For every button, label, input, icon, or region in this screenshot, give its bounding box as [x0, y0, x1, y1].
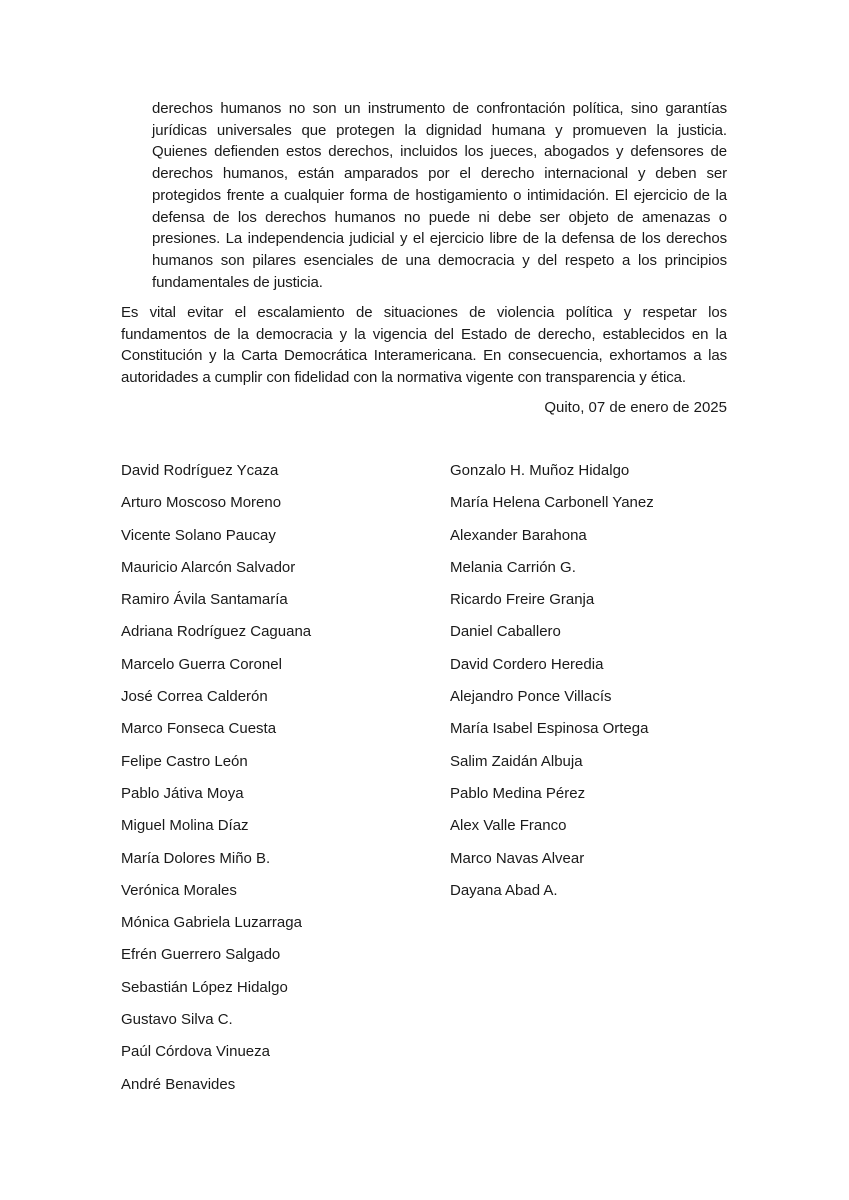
signatory-name: Alex Valle Franco [450, 817, 567, 835]
signatory-name: Marco Navas Alvear [450, 849, 585, 867]
signatory-name: Alexander Barahona [450, 526, 587, 544]
signatory-name: Ramiro Ávila Santamaría [121, 591, 288, 609]
place-date: Quito, 07 de enero de 2025 [544, 399, 727, 416]
signatories-left-column [121, 460, 431, 1106]
signatory-name: María Dolores Miño B. [121, 849, 271, 867]
signatory-name: José Correa Calderón [121, 688, 268, 706]
signatory-name: Pablo Játiva Moya [121, 784, 244, 802]
signatory-name: Alejandro Ponce Villacís [450, 688, 612, 706]
signatory-name: María Isabel Espinosa Ortega [450, 720, 649, 738]
signatory-name: Sebastián López Hidalgo [121, 978, 288, 996]
signatory-name: David Rodríguez Ycaza [121, 462, 279, 479]
quoted-paragraph: derechos humanos no son un instrumento de confrontación política, sino garantías jurídicas universales que protegen la dignidad humana y promueven la justicia. Quienes defienden estos derechos, incluidos los jueces, abogados y defensores de derechos humanos, están amparados por el derecho internacional y deben ser protegidos frente a cualquier forma de hostigamiento o intimidación. El ejercicio de la defensa de los derechos humanos no puede ni debe ser objeto de amenazas o presiones. La independencia judicial y el ejercicio libre de la defensa de los derechos humanos son pilares esenciales de una democracia y del respeto a los principios fundamentales de justicia. [152, 100, 727, 291]
signatory-name: Vicente Solano Paucay [121, 526, 276, 544]
signatory-name: Salim Zaidán Albuja [450, 752, 583, 770]
signatory-name: Felipe Castro León [121, 752, 248, 770]
signatory-name: David Cordero Heredia [450, 655, 604, 673]
signatory-name: Miguel Molina Díaz [121, 817, 249, 835]
signatory-name: Ricardo Freire Granja [450, 591, 595, 609]
signatory-name: Paúl Córdova Vinueza [121, 1043, 270, 1061]
signatory-name: Mauricio Alarcón Salvador [121, 558, 296, 576]
signatory-name: Verónica Morales [121, 881, 237, 899]
signatory-name: Efrén Guerrero Salgado [121, 946, 281, 964]
signatory-name: André Benavides [121, 1075, 236, 1093]
signatory-name: Arturo Moscoso Moreno [121, 494, 282, 512]
signatory-name: Marco Fonseca Cuesta [121, 720, 277, 738]
signatory-name: Adriana Rodríguez Caguana [121, 623, 312, 641]
signatory-name: Gonzalo H. Muñoz Hidalgo [450, 462, 630, 479]
signatory-name: Daniel Caballero [450, 623, 561, 641]
signatory-name: Gustavo Silva C. [121, 1011, 233, 1029]
signatory-name: Mónica Gabriela Luzarraga [121, 914, 302, 932]
signatory-name: Melania Carrión G. [450, 558, 576, 576]
signatory-name: Marcelo Guerra Coronel [121, 655, 282, 673]
body-paragraph: Es vital evitar el escalamiento de situaciones de violencia política y respetar los fundamentos de la democracia y la vigencia del Estado de derecho, establecidos en la Constitución y la Carta Democrática Interamericana. En consecuencia, exhortamos a las autoridades a cumplir con fidelidad con la normativa vigente con transparencia y ética. [121, 304, 727, 387]
signatories-right-column [450, 460, 750, 912]
signatory-name: Dayana Abad A. [450, 881, 558, 899]
signatory-name: María Helena Carbonell Yanez [450, 494, 654, 512]
signatory-name: Pablo Medina Pérez [450, 784, 586, 802]
